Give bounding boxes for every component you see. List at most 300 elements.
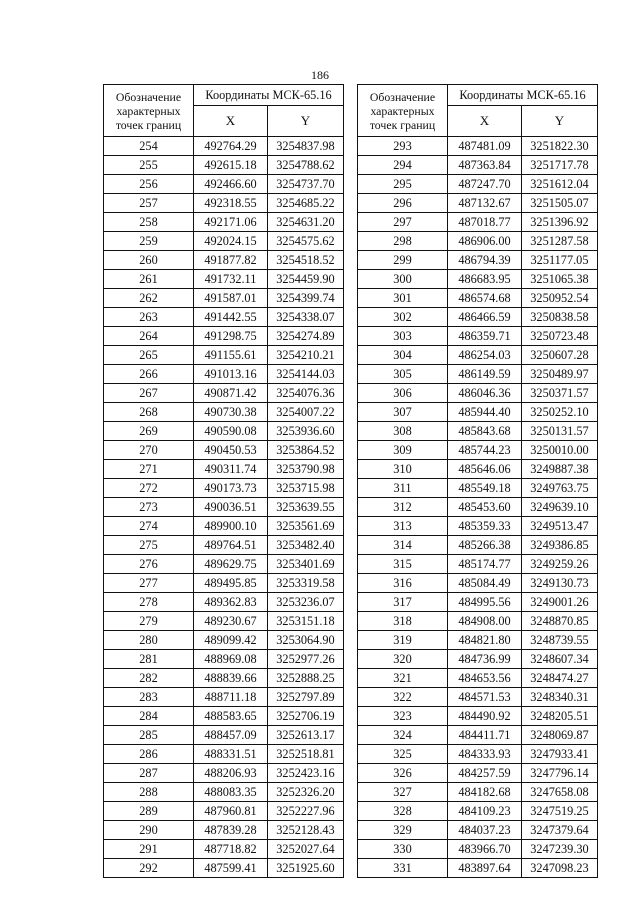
y-coordinate: 3251396.92 (522, 213, 598, 232)
y-coordinate: 3254076.36 (268, 384, 344, 403)
table-row (358, 802, 598, 821)
y-coordinate: 3250723.48 (522, 327, 598, 346)
x-coordinate: 487247.70 (448, 175, 522, 194)
table-row (358, 422, 598, 441)
x-coordinate: 489495.85 (194, 574, 268, 593)
y-coordinate: 3253639.55 (268, 498, 344, 517)
x-coordinate: 492615.18 (194, 156, 268, 175)
table-body-left (104, 137, 344, 878)
table-row (358, 726, 598, 745)
x-coordinate: 489764.51 (194, 536, 268, 555)
x-coordinate: 486254.03 (448, 346, 522, 365)
x-coordinate: 487599.41 (194, 859, 268, 878)
table-row (104, 384, 344, 403)
x-coordinate: 487363.84 (448, 156, 522, 175)
point-number: 303 (358, 327, 448, 346)
point-number: 313 (358, 517, 448, 536)
x-coordinate: 484995.56 (448, 593, 522, 612)
x-coordinate: 486794.39 (448, 251, 522, 270)
point-number: 329 (358, 821, 448, 840)
point-number: 331 (358, 859, 448, 878)
y-coordinate: 3252227.96 (268, 802, 344, 821)
x-coordinate: 490036.51 (194, 498, 268, 517)
point-number: 311 (358, 479, 448, 498)
y-coordinate: 3248607.34 (522, 650, 598, 669)
table-row (104, 726, 344, 745)
point-number: 260 (104, 251, 194, 270)
x-coordinate: 491587.01 (194, 289, 268, 308)
point-number: 292 (104, 859, 194, 878)
x-coordinate: 484653.56 (448, 669, 522, 688)
y-coordinate: 3253401.69 (268, 555, 344, 574)
table-row (358, 574, 598, 593)
point-number: 265 (104, 346, 194, 365)
point-number: 299 (358, 251, 448, 270)
x-coordinate: 490590.08 (194, 422, 268, 441)
table-row (358, 346, 598, 365)
x-coordinate: 490450.53 (194, 441, 268, 460)
x-coordinate: 484736.99 (448, 650, 522, 669)
x-coordinate: 488711.18 (194, 688, 268, 707)
y-coordinate: 3252423.16 (268, 764, 344, 783)
y-coordinate: 3251065.38 (522, 270, 598, 289)
table-row (358, 441, 598, 460)
y-coordinate: 3247519.25 (522, 802, 598, 821)
point-number: 257 (104, 194, 194, 213)
x-coordinate: 487718.82 (194, 840, 268, 859)
table-row (104, 631, 344, 650)
table-body-right (358, 137, 598, 878)
x-coordinate: 489230.67 (194, 612, 268, 631)
x-coordinate: 484037.23 (448, 821, 522, 840)
point-number: 254 (104, 137, 194, 156)
point-number: 297 (358, 213, 448, 232)
y-coordinate: 3254518.52 (268, 251, 344, 270)
point-number: 330 (358, 840, 448, 859)
y-coordinate: 3253936.60 (268, 422, 344, 441)
table-row (104, 821, 344, 840)
y-coordinate: 3250371.57 (522, 384, 598, 403)
x-header: X (194, 106, 268, 137)
point-number: 278 (104, 593, 194, 612)
table-row (104, 764, 344, 783)
point-number: 289 (104, 802, 194, 821)
table-row (358, 232, 598, 251)
point-number: 325 (358, 745, 448, 764)
x-coordinate: 487018.77 (448, 213, 522, 232)
table-row (104, 859, 344, 878)
y-coordinate: 3254788.62 (268, 156, 344, 175)
y-coordinate: 3247933.41 (522, 745, 598, 764)
table-row (358, 137, 598, 156)
table-row (358, 593, 598, 612)
x-coordinate: 485843.68 (448, 422, 522, 441)
page-number: 186 (311, 68, 329, 82)
table-row (104, 327, 344, 346)
x-coordinate: 490871.42 (194, 384, 268, 403)
x-coordinate: 488457.09 (194, 726, 268, 745)
x-coordinate: 487960.81 (194, 802, 268, 821)
table-row (358, 479, 598, 498)
table-row (104, 688, 344, 707)
point-number: 316 (358, 574, 448, 593)
table-row (104, 232, 344, 251)
point-number: 304 (358, 346, 448, 365)
point-number: 324 (358, 726, 448, 745)
table-row (358, 460, 598, 479)
y-coordinate: 3253715.98 (268, 479, 344, 498)
y-coordinate: 3252518.81 (268, 745, 344, 764)
table-row (358, 612, 598, 631)
table-row (104, 555, 344, 574)
point-number: 266 (104, 365, 194, 384)
point-number: 255 (104, 156, 194, 175)
point-number: 274 (104, 517, 194, 536)
x-coordinate: 489362.83 (194, 593, 268, 612)
y-coordinate: 3249639.10 (522, 498, 598, 517)
y-coordinate: 3254338.07 (268, 308, 344, 327)
x-coordinate: 490173.73 (194, 479, 268, 498)
table-row (104, 251, 344, 270)
y-coordinate: 3251287.58 (522, 232, 598, 251)
coordinates-table-left (103, 84, 344, 878)
table-row (358, 498, 598, 517)
y-coordinate: 3252128.43 (268, 821, 344, 840)
coordinates-header: Координаты МСК-65.16 (448, 85, 598, 106)
x-coordinate: 486359.71 (448, 327, 522, 346)
point-number: 326 (358, 764, 448, 783)
point-number: 306 (358, 384, 448, 403)
point-number: 273 (104, 498, 194, 517)
y-coordinate: 3254837.98 (268, 137, 344, 156)
table-row (104, 460, 344, 479)
table-row (104, 745, 344, 764)
table-row (358, 821, 598, 840)
table-row (358, 707, 598, 726)
x-coordinate: 485549.18 (448, 479, 522, 498)
point-number: 309 (358, 441, 448, 460)
y-coordinate: 3251177.05 (522, 251, 598, 270)
coordinates-table-right (357, 84, 598, 878)
y-coordinate: 3247239.30 (522, 840, 598, 859)
point-number: 294 (358, 156, 448, 175)
y-coordinate: 3254575.62 (268, 232, 344, 251)
table-row (104, 517, 344, 536)
table-row (358, 536, 598, 555)
point-number: 314 (358, 536, 448, 555)
point-number: 275 (104, 536, 194, 555)
table-row (104, 802, 344, 821)
x-coordinate: 486906.00 (448, 232, 522, 251)
y-coordinate: 3249386.85 (522, 536, 598, 555)
x-coordinate: 484490.92 (448, 707, 522, 726)
x-coordinate: 485453.60 (448, 498, 522, 517)
x-coordinate: 488969.08 (194, 650, 268, 669)
y-coordinate: 3250607.28 (522, 346, 598, 365)
point-number: 308 (358, 422, 448, 441)
table-row (358, 270, 598, 289)
y-coordinate: 3248340.31 (522, 688, 598, 707)
x-coordinate: 485084.49 (448, 574, 522, 593)
x-coordinate: 492466.60 (194, 175, 268, 194)
y-coordinate: 3249513.47 (522, 517, 598, 536)
point-number: 259 (104, 232, 194, 251)
y-coordinate: 3251505.07 (522, 194, 598, 213)
table-row (104, 441, 344, 460)
table-row (104, 156, 344, 175)
table-row (104, 270, 344, 289)
x-coordinate: 492318.55 (194, 194, 268, 213)
x-coordinate: 492764.29 (194, 137, 268, 156)
y-coordinate: 3248870.85 (522, 612, 598, 631)
x-coordinate: 489900.10 (194, 517, 268, 536)
table-row (104, 612, 344, 631)
x-coordinate: 485174.77 (448, 555, 522, 574)
point-number: 277 (104, 574, 194, 593)
point-number: 271 (104, 460, 194, 479)
y-coordinate: 3249001.26 (522, 593, 598, 612)
point-number: 321 (358, 669, 448, 688)
x-coordinate: 486149.59 (448, 365, 522, 384)
y-coordinate: 3252797.89 (268, 688, 344, 707)
point-number: 267 (104, 384, 194, 403)
point-number: 284 (104, 707, 194, 726)
y-coordinate: 3250952.54 (522, 289, 598, 308)
table-row (104, 650, 344, 669)
point-number: 258 (104, 213, 194, 232)
y-coordinate: 3248474.27 (522, 669, 598, 688)
point-number: 307 (358, 403, 448, 422)
point-number: 322 (358, 688, 448, 707)
table-row (358, 517, 598, 536)
y-coordinate: 3254399.74 (268, 289, 344, 308)
y-header: Y (522, 106, 598, 137)
x-coordinate: 491732.11 (194, 270, 268, 289)
table-row (358, 745, 598, 764)
x-coordinate: 486574.68 (448, 289, 522, 308)
y-coordinate: 3251925.60 (268, 859, 344, 878)
point-number: 262 (104, 289, 194, 308)
point-number: 327 (358, 783, 448, 802)
point-number: 319 (358, 631, 448, 650)
point-number: 318 (358, 612, 448, 631)
y-coordinate: 3251822.30 (522, 137, 598, 156)
y-coordinate: 3250489.97 (522, 365, 598, 384)
point-number: 302 (358, 308, 448, 327)
y-coordinate: 3252326.20 (268, 783, 344, 802)
y-coordinate: 3248739.55 (522, 631, 598, 650)
y-coordinate: 3250252.10 (522, 403, 598, 422)
point-number: 317 (358, 593, 448, 612)
point-number: 263 (104, 308, 194, 327)
point-number: 261 (104, 270, 194, 289)
table-row (358, 194, 598, 213)
x-coordinate: 484109.23 (448, 802, 522, 821)
table-row (104, 137, 344, 156)
table-row (358, 384, 598, 403)
x-coordinate: 484411.71 (448, 726, 522, 745)
y-coordinate: 3254144.03 (268, 365, 344, 384)
point-number: 272 (104, 479, 194, 498)
y-coordinate: 3253482.40 (268, 536, 344, 555)
point-number: 282 (104, 669, 194, 688)
table-row (358, 308, 598, 327)
coordinate-tables (103, 84, 598, 878)
x-coordinate: 485744.23 (448, 441, 522, 460)
table-row (358, 251, 598, 270)
table-row (358, 365, 598, 384)
x-coordinate: 486683.95 (448, 270, 522, 289)
table-row (358, 650, 598, 669)
table-row (358, 669, 598, 688)
table-row (104, 422, 344, 441)
table-row (358, 156, 598, 175)
point-number: 283 (104, 688, 194, 707)
y-coordinate: 3250131.57 (522, 422, 598, 441)
x-coordinate: 485646.06 (448, 460, 522, 479)
x-coordinate: 491013.16 (194, 365, 268, 384)
x-coordinate: 491442.55 (194, 308, 268, 327)
point-number: 301 (358, 289, 448, 308)
point-number: 300 (358, 270, 448, 289)
table-row (358, 783, 598, 802)
y-coordinate: 3253151.18 (268, 612, 344, 631)
point-number: 264 (104, 327, 194, 346)
x-coordinate: 484821.80 (448, 631, 522, 650)
point-number: 286 (104, 745, 194, 764)
y-coordinate: 3254685.22 (268, 194, 344, 213)
table-row (358, 555, 598, 574)
y-coordinate: 3253319.58 (268, 574, 344, 593)
y-coordinate: 3249763.75 (522, 479, 598, 498)
x-coordinate: 490730.38 (194, 403, 268, 422)
y-coordinate: 3254007.22 (268, 403, 344, 422)
y-coordinate: 3253790.98 (268, 460, 344, 479)
x-coordinate: 492171.06 (194, 213, 268, 232)
point-number: 280 (104, 631, 194, 650)
y-coordinate: 3253561.69 (268, 517, 344, 536)
x-coordinate: 491298.75 (194, 327, 268, 346)
x-coordinate: 488083.35 (194, 783, 268, 802)
point-number: 298 (358, 232, 448, 251)
table-row (104, 194, 344, 213)
x-coordinate: 484182.68 (448, 783, 522, 802)
table-row (358, 631, 598, 650)
x-coordinate: 484257.59 (448, 764, 522, 783)
table-row (104, 175, 344, 194)
y-coordinate: 3247796.14 (522, 764, 598, 783)
y-coordinate: 3252706.19 (268, 707, 344, 726)
x-coordinate: 485266.38 (448, 536, 522, 555)
table-row (358, 327, 598, 346)
point-number: 288 (104, 783, 194, 802)
x-coordinate: 484571.53 (448, 688, 522, 707)
x-coordinate: 486046.36 (448, 384, 522, 403)
y-coordinate: 3253236.07 (268, 593, 344, 612)
table-row (358, 764, 598, 783)
point-number: 293 (358, 137, 448, 156)
point-number: 281 (104, 650, 194, 669)
y-coordinate: 3248069.87 (522, 726, 598, 745)
table-row (358, 403, 598, 422)
point-number: 296 (358, 194, 448, 213)
table-row (358, 840, 598, 859)
point-number: 290 (104, 821, 194, 840)
table-row (358, 688, 598, 707)
table-row (104, 536, 344, 555)
point-number: 320 (358, 650, 448, 669)
point-number: 310 (358, 460, 448, 479)
point-number: 305 (358, 365, 448, 384)
table-row (104, 707, 344, 726)
y-coordinate: 3249130.73 (522, 574, 598, 593)
table-row (358, 289, 598, 308)
x-coordinate: 491155.61 (194, 346, 268, 365)
table-row (104, 365, 344, 384)
y-coordinate: 3247658.08 (522, 783, 598, 802)
y-coordinate: 3254274.89 (268, 327, 344, 346)
y-coordinate: 3254737.70 (268, 175, 344, 194)
y-coordinate: 3253864.52 (268, 441, 344, 460)
x-coordinate: 484333.93 (448, 745, 522, 764)
x-coordinate: 488839.66 (194, 669, 268, 688)
y-header: Y (268, 106, 344, 137)
x-header: X (448, 106, 522, 137)
y-coordinate: 3252613.17 (268, 726, 344, 745)
x-coordinate: 489629.75 (194, 555, 268, 574)
point-number: 312 (358, 498, 448, 517)
table-row (104, 289, 344, 308)
table-row (104, 346, 344, 365)
designation-header: Обозначение характерных точек границ (104, 85, 194, 137)
x-coordinate: 483897.64 (448, 859, 522, 878)
y-coordinate: 3249259.26 (522, 555, 598, 574)
table-row (358, 859, 598, 878)
y-coordinate: 3254210.21 (268, 346, 344, 365)
x-coordinate: 486466.59 (448, 308, 522, 327)
table-row (104, 479, 344, 498)
x-coordinate: 490311.74 (194, 460, 268, 479)
point-number: 269 (104, 422, 194, 441)
point-number: 285 (104, 726, 194, 745)
table-row (358, 175, 598, 194)
point-number: 315 (358, 555, 448, 574)
point-number: 279 (104, 612, 194, 631)
x-coordinate: 488583.65 (194, 707, 268, 726)
designation-header: Обозначение характерных точек границ (358, 85, 448, 137)
point-number: 276 (104, 555, 194, 574)
y-coordinate: 3251717.78 (522, 156, 598, 175)
y-coordinate: 3254459.90 (268, 270, 344, 289)
y-coordinate: 3249887.38 (522, 460, 598, 479)
table-row (104, 574, 344, 593)
table-row (104, 403, 344, 422)
point-number: 323 (358, 707, 448, 726)
x-coordinate: 487839.28 (194, 821, 268, 840)
table-row (104, 213, 344, 232)
x-coordinate: 488206.93 (194, 764, 268, 783)
point-number: 287 (104, 764, 194, 783)
y-coordinate: 3252027.64 (268, 840, 344, 859)
point-number: 291 (104, 840, 194, 859)
y-coordinate: 3252977.26 (268, 650, 344, 669)
x-coordinate: 487132.67 (448, 194, 522, 213)
point-number: 270 (104, 441, 194, 460)
y-coordinate: 3247379.64 (522, 821, 598, 840)
y-coordinate: 3250010.00 (522, 441, 598, 460)
point-number: 295 (358, 175, 448, 194)
table-row (104, 498, 344, 517)
